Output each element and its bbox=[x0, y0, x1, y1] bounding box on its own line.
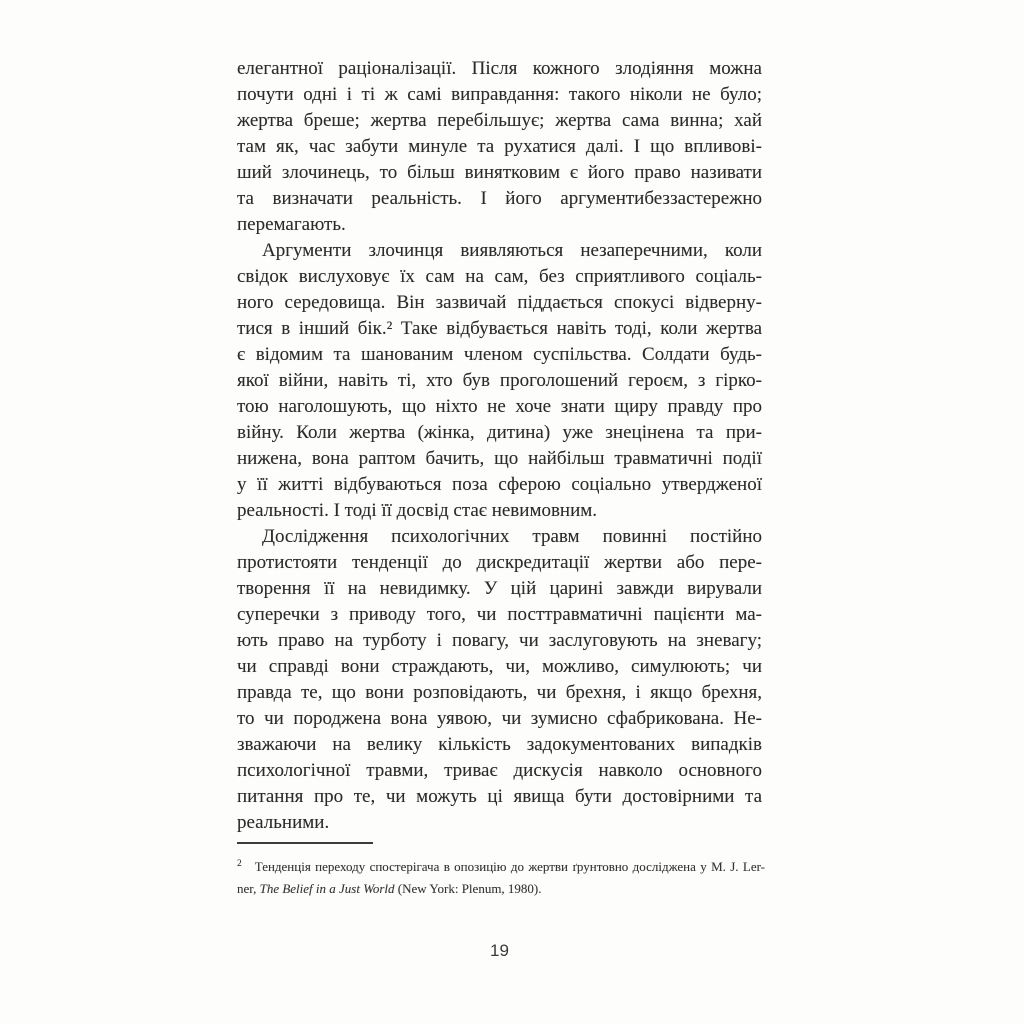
body-line: Дослідження психологічних травм повинні постійно bbox=[262, 526, 762, 547]
body-line: у її житті відбуваються поза сферою соціально утвердженої bbox=[237, 474, 762, 495]
footnote-line bbox=[237, 878, 765, 900]
body-line: нижена, вона раптом бачить, що найбільш травматичні події bbox=[237, 448, 762, 469]
body-line: елегантної раціоналізації. Після кожного злодіяння можна bbox=[237, 58, 762, 79]
footnote-text: Тенденція переходу спостерігача в опозицію до жертви ґрунтовно досліджена у M. J. Ler- bbox=[254, 859, 765, 874]
footnote-separator bbox=[237, 842, 373, 844]
footnote-book-title: The Belief in a Just World bbox=[259, 881, 395, 896]
body-line: суперечки з приводу того, чи посттравматичні пацієнти ма- bbox=[237, 604, 762, 625]
body-line: зважаючи на велику кількість задокументованих випадків bbox=[237, 734, 762, 755]
footnote-line bbox=[237, 853, 765, 878]
body-line: протистояти тенденції до дискредитації жертви або пере- bbox=[237, 552, 762, 573]
body-line: та визначати реальність. І його аргументибеззастережно bbox=[237, 188, 762, 209]
body-text bbox=[237, 56, 762, 836]
body-line: Аргументи злочинця виявляються незаперечними, коли bbox=[262, 240, 762, 261]
body-line: реальними. bbox=[237, 812, 330, 833]
body-line: там як, час забути минуле та рухатися далі. І що впливові- bbox=[237, 136, 762, 157]
body-line: творення її на невидимку. У цій царині завжди вирували bbox=[237, 578, 762, 599]
footnote bbox=[237, 853, 765, 900]
body-line: питання про те, чи можуть ці явища бути достовірними та bbox=[237, 786, 762, 807]
footnote-text: (New York: Plenum, 1980). bbox=[394, 881, 542, 896]
page-number: 19 bbox=[490, 941, 509, 960]
body-line: психологічної травми, триває дискусія навколо основного bbox=[237, 760, 762, 781]
footnote-marker: 2 bbox=[237, 859, 242, 869]
body-line: то чи породжена вона уявою, чи зумисно сфабрикована. Не- bbox=[237, 708, 762, 729]
footnote-text: ner, bbox=[237, 881, 260, 896]
body-line: перемагають. bbox=[237, 214, 346, 235]
body-line: правда те, що вони розповідають, чи брехня, і якщо брехня, bbox=[237, 682, 762, 703]
body-line: жертва бреше; жертва перебільшує; жертва сама винна; хай bbox=[237, 110, 762, 131]
body-line: ший злочинець, то більш винятковим є його право називати bbox=[237, 162, 762, 183]
body-line: реальності. І тоді її досвід стає невимовним. bbox=[237, 500, 598, 521]
body-line: почути одні і ті ж самі виправдання: такого ніколи не було; bbox=[237, 84, 762, 105]
body-line: є відомим та шанованим членом суспільства. Солдати будь- bbox=[237, 344, 762, 365]
body-line: чи справді вони страждають, чи, можливо, симулюють; чи bbox=[237, 656, 762, 677]
body-line: ють право на турботу і повагу, чи заслуговують на зневагу; bbox=[237, 630, 762, 651]
body-line: свідок вислуховує їх сам на сам, без сприятливого соціаль- bbox=[237, 266, 762, 287]
body-line: тися в інший бік.² Таке відбувається навіть тоді, коли жертва bbox=[237, 318, 762, 339]
body-line: ного середовища. Він зазвичай піддається спокусі відверну- bbox=[237, 292, 762, 313]
body-line: війну. Коли жертва (жінка, дитина) уже знецінена та при- bbox=[237, 422, 762, 443]
body-line: тою наголошують, що ніхто не хоче знати щиру правду про bbox=[237, 396, 762, 417]
body-line: якої війни, навіть ті, хто був проголошений героєм, з гірко- bbox=[237, 370, 762, 391]
